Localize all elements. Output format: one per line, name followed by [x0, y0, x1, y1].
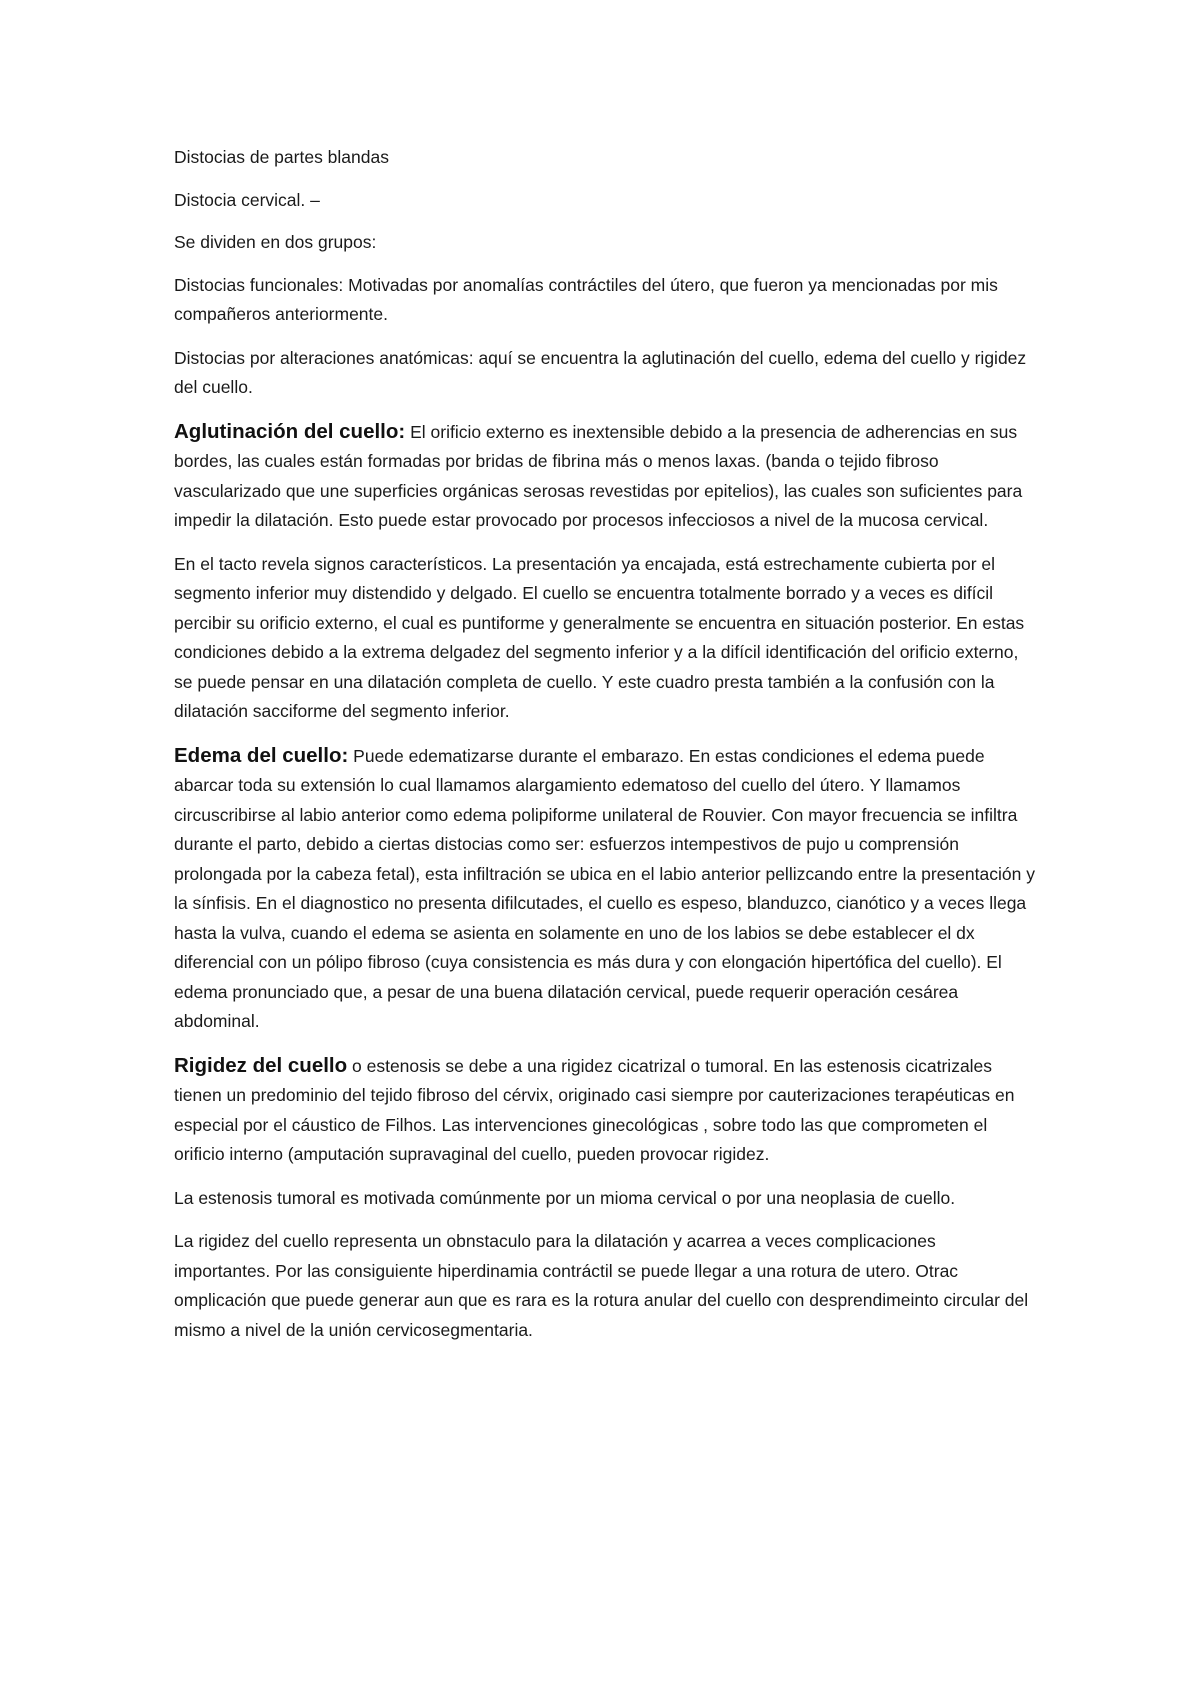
rigidez-paragraph: [174, 1051, 1036, 1170]
aglutinacion-heading: Aglutinación del cuello:: [174, 419, 406, 443]
tacto-paragraph: En el tacto revela signos característicos. La presentación ya encajada, está estrechamente cubierta por el segmento inferior muy distendido y delgado. El cuello se encuentra totalmente borrado y a veces es difícil percibir su orificio externo, el cual es puntiforme y generalmente se encuentra en situación posterior. En estas condiciones debido a la extrema delgadez del segmento inferior y a la difícil identificación del orificio externo, se puede pensar en una dilatación completa de cuello. Y este cuadro presta también a la confusión con la dilatación sacciforme del segmento inferior.: [174, 553, 1025, 721]
aglutinacion-text: El orificio externo es inextensible debido a la presencia de adherencias en sus bordes, las cuales están formadas por bridas de fibrina más o menos laxas. (banda o tejido fibroso vascularizado que une superficies orgánicas serosas revestidas por epitelios), las cuales son suficientes para impedir la dilatación. Esto puede estar provocado por procesos infecciosos a nivel de la mucosa cervical.: [174, 421, 1023, 530]
rigidez-heading: Rigidez del cuello: [174, 1053, 348, 1077]
intro-paragraph: Se dividen en dos grupos:: [174, 232, 377, 252]
edema-paragraph: [174, 741, 1036, 1037]
edema-heading: Edema del cuello:: [174, 743, 349, 767]
document-title: Distocias de partes blandas: [174, 147, 389, 167]
edema-text: Puede edematizarse durante el embarazo. En estas condiciones el edema puede abarcar toda su extensión lo cual llamamos alargamiento edematoso del cuello del útero. Y llamamos circuscribirse al labio anterior como edema polipiforme unilateral de Rouvier. Con mayor frecuencia se infiltra durante el parto, debido a ciertas distocias como ser: esfuerzos intempestivos de pujo u comprensión prolongada por la cabeza fetal), esta infiltración se ubica en el labio anterior pellizcando entre la presentación y la sínfisis. En el diagnostico no presenta difilcutades, el cuello es espeso, blanduzco, cianótico y a veces llega hasta la vulva, cuando el edema se asienta en solamente en uno de los labios se debe establecer el dx diferencial con un pólipo fibroso (cuya consistencia es más dura y con elongación hipertófica del cuello). El edema pronunciado que, a pesar de una buena dilatación cervical, puede requerir operación cesárea abdominal.: [174, 745, 1035, 1031]
anatomical-paragraph: Distocias por alteraciones anatómicas: aquí se encuentra la aglutinación del cuello, edema del cuello y rigidez del cuello.: [174, 347, 1027, 397]
rigidez-text: o estenosis se debe a una rigidez cicatrizal o tumoral. En las estenosis cicatrizales tienen un predominio del tejido fibroso del cérvix, originado casi siempre por cauterizaciones terapéuticas en especial por el cáustico de Filhos. Las intervenciones ginecológicas , sobre todo las que comprometen el orificio interno (amputación supravaginal del cuello, pueden provocar rigidez.: [174, 1055, 1015, 1164]
functional-paragraph: Distocias funcionales: Motivadas por anomalías contráctiles del útero, que fueron ya mencionadas por mis compañeros anteriormente.: [174, 274, 998, 324]
tumoral-paragraph: La estenosis tumoral es motivada comúnmente por un mioma cervical o por una neoplasia de cuello.: [174, 1187, 956, 1208]
section-subtitle: Distocia cervical. –: [174, 189, 320, 210]
aglutinacion-paragraph: [174, 417, 1036, 536]
complicaciones-paragraph: La rigidez del cuello representa un obnstaculo para la dilatación y acarrea a veces complicaciones importantes. Por las consiguiente hiperdinamia contráctil se puede llegar a una rotura de utero. Otrac omplicación que puede generar aun que es rara es la rotura anular del cuello con desprendimeinto circular del mismo a nivel de la unión cervicosegmentaria.: [174, 1231, 1029, 1340]
document-body: [174, 143, 1036, 1359]
